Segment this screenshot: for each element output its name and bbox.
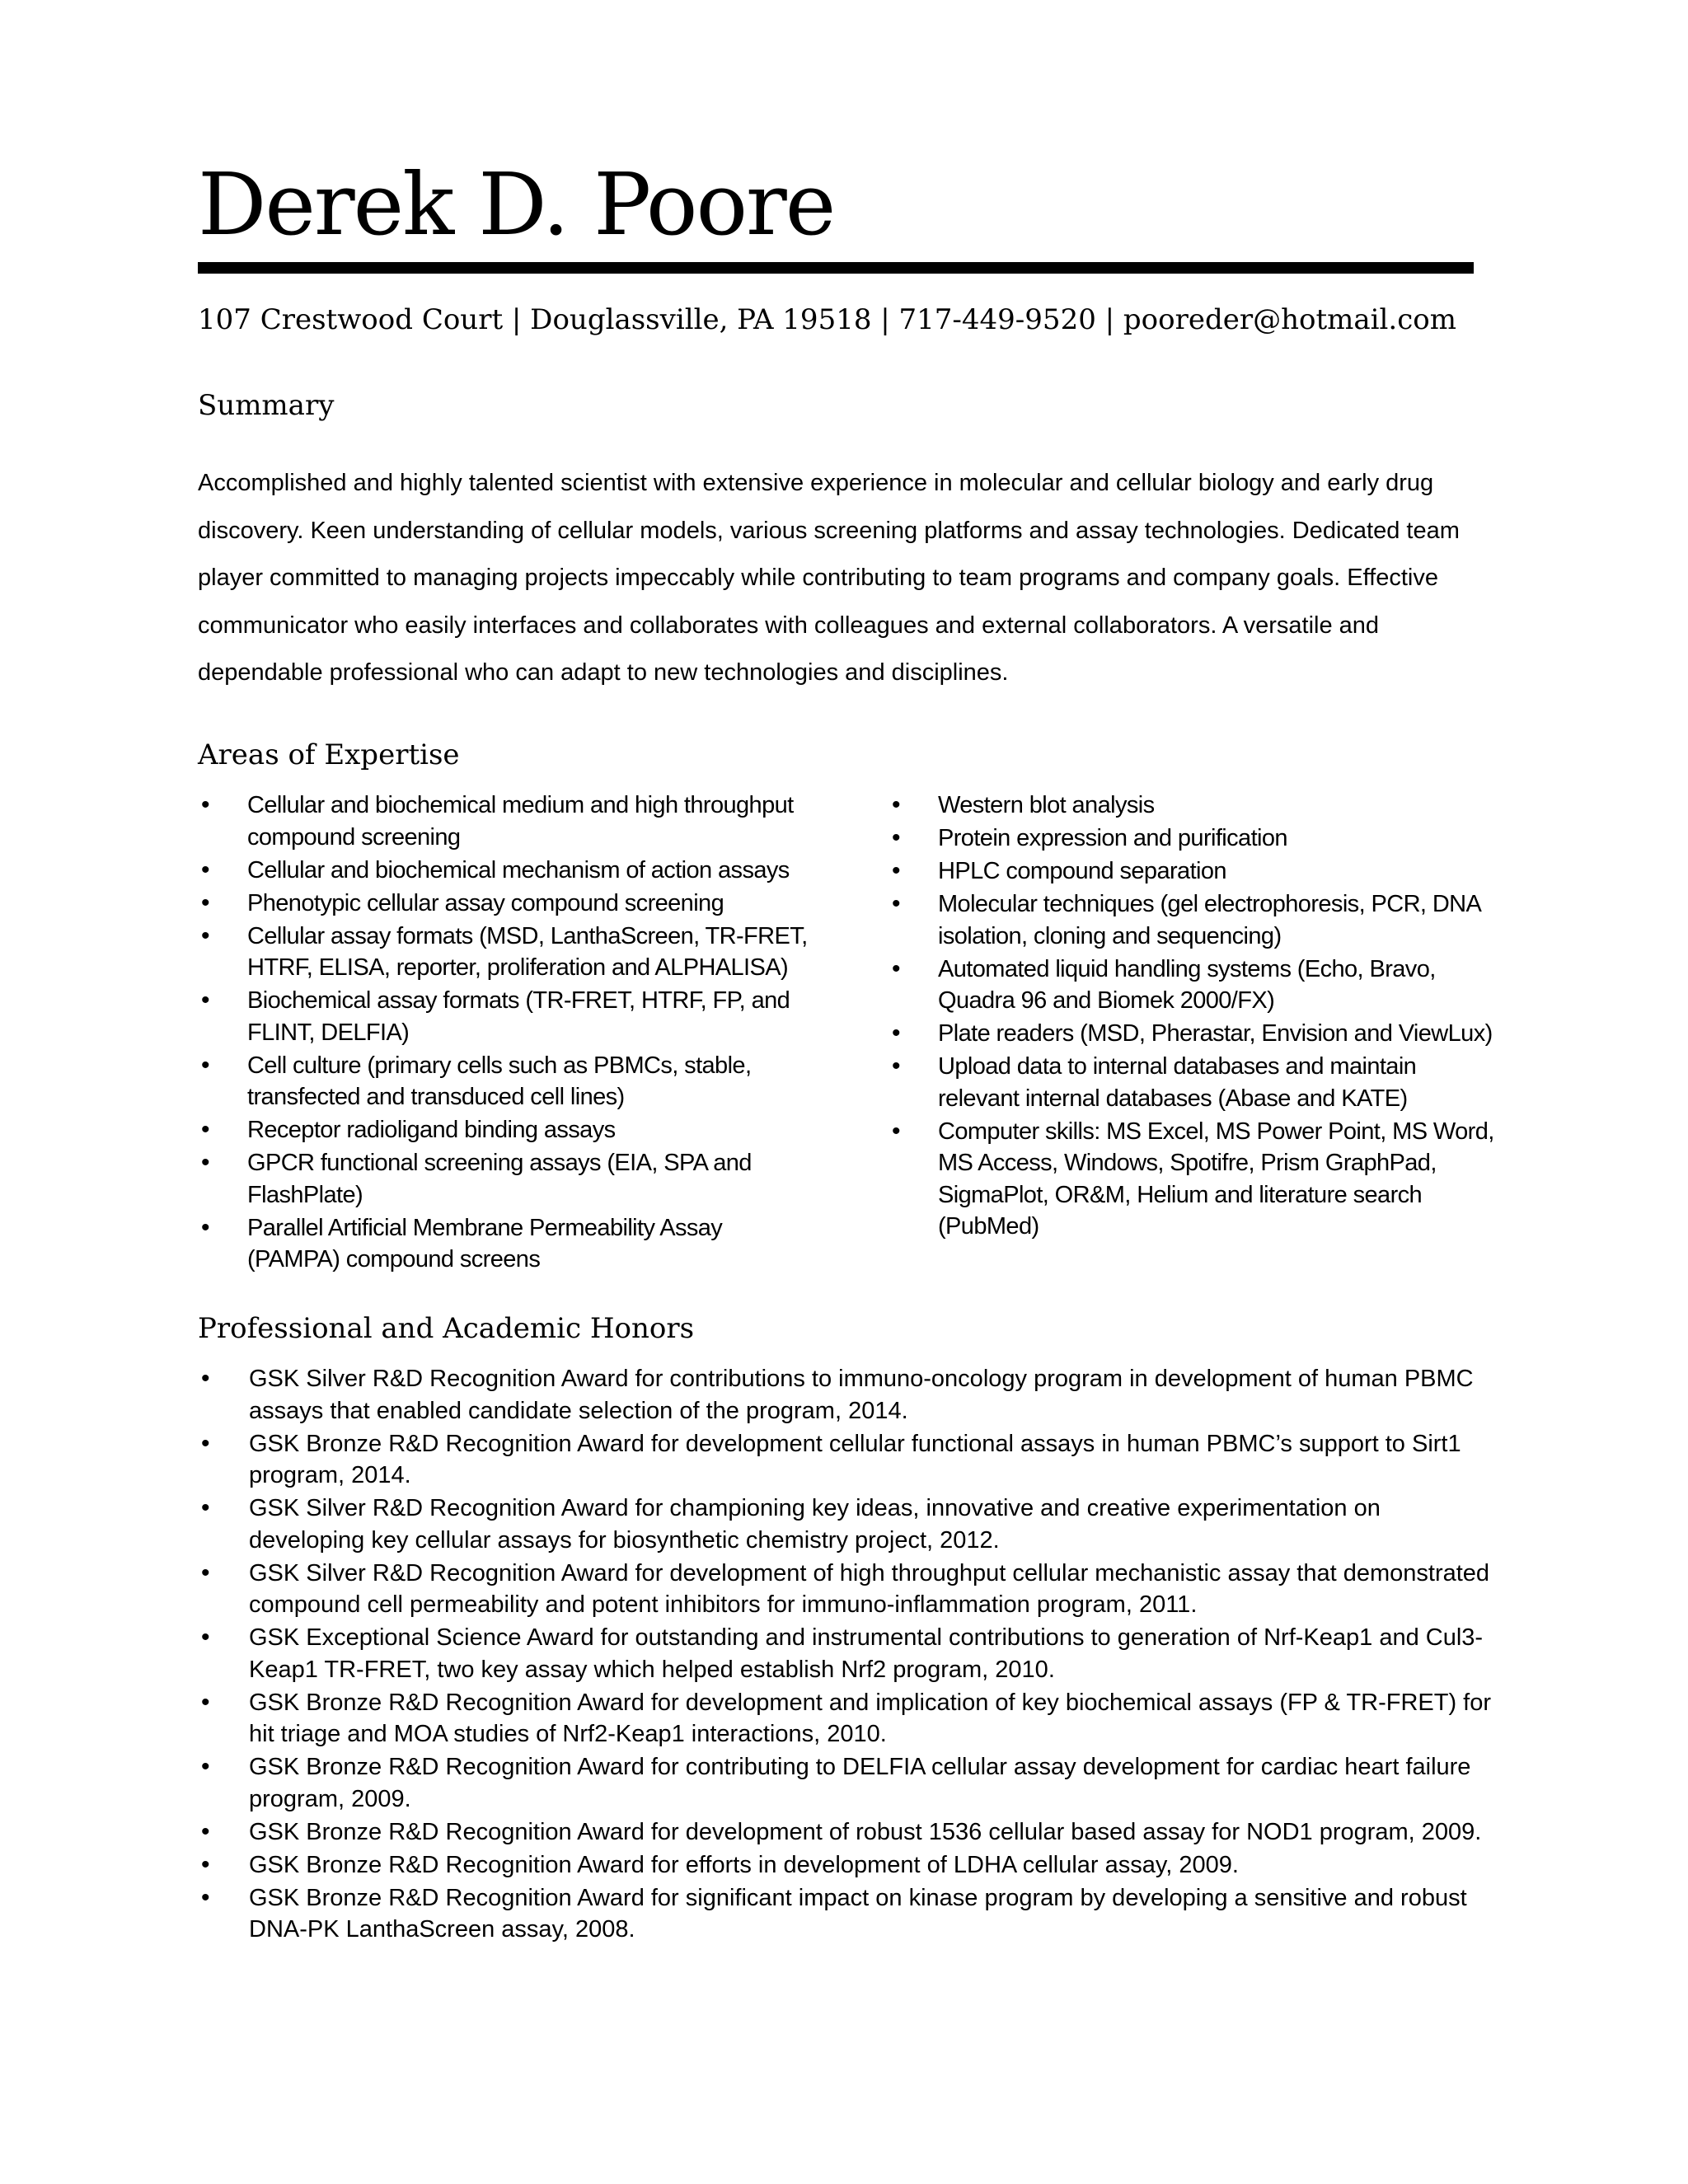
summary-heading: Summary bbox=[198, 389, 335, 422]
list-item: • GSK Bronze R&D Recognition Award for development cellular functional assays in human PBMC’s support to Sirt1 program, 2014. bbox=[198, 1428, 1500, 1492]
expertise-list-right bbox=[889, 790, 1498, 1244]
list-item: • GSK Silver R&D Recognition Award for championing key ideas, innovative and creative experimentation on developing key cellular assays for biosynthetic chemistry project, 2012. bbox=[198, 1493, 1500, 1556]
list-item: • Cellular and biochemical mechanism of action assays bbox=[198, 855, 808, 887]
list-item: • GSK Silver R&D Recognition Award for development of high throughput cellular mechanistic assay that demonstrated compound cell permeability and potent inhibitors for immuno-inflammation program, 2011. bbox=[198, 1558, 1500, 1621]
list-item: • Upload data to internal databases and maintain relevant internal databases (Abase and KATE) bbox=[889, 1051, 1498, 1114]
list-item: • Cell culture (primary cells such as PBMCs, stable, transfected and transduced cell lines) bbox=[198, 1050, 808, 1113]
list-item: • Western blot analysis bbox=[889, 790, 1498, 822]
candidate-name: Derek D. Poore bbox=[198, 154, 835, 255]
list-item: • Protein expression and purification bbox=[889, 823, 1498, 855]
honors-heading: Professional and Academic Honors bbox=[198, 1312, 695, 1345]
list-item: • Computer skills: MS Excel, MS Power Point, MS Word, MS Access, Windows, Spotifre, Prism GraphPad, SigmaPlot, OR&M, Helium and literature search (PubMed) bbox=[889, 1116, 1498, 1243]
list-item: • Molecular techniques (gel electrophoresis, PCR, DNA isolation, cloning and sequencing) bbox=[889, 888, 1498, 952]
list-item: • GSK Bronze R&D Recognition Award for efforts in development of LDHA cellular assay, 2009. bbox=[198, 1849, 1500, 1882]
list-item: • GSK Silver R&D Recognition Award for contributions to immuno-oncology program in development of human PBMC assays that enabled candidate selection of the program, 2014. bbox=[198, 1363, 1500, 1427]
list-item: • HPLC compound separation bbox=[889, 855, 1498, 888]
list-item: • GSK Bronze R&D Recognition Award for development of robust 1536 cellular based assay for NOD1 program, 2009. bbox=[198, 1816, 1500, 1849]
summary-text: Accomplished and highly talented scientist with extensive experience in molecular and cellular biology and early drug discovery. Keen understanding of cellular models, various screening platforms and assay technologies. Dedicated team player committed to managing projects impeccably while contributing to team programs and company goals. Effective communicator who easily interfaces and collaborates with colleagues and external collaborators. A versatile and dependable professional who can adapt to new technologies and disciplines. bbox=[198, 470, 1460, 686]
honors-list bbox=[198, 1363, 1500, 1947]
expertise-list-left bbox=[198, 790, 808, 1277]
list-item: • Receptor radioligand binding assays bbox=[198, 1114, 808, 1146]
list-item: • GSK Bronze R&D Recognition Award for significant impact on kinase program by developing a sensitive and robust DNA-PK LanthaScreen assay, 2008. bbox=[198, 1882, 1500, 1946]
list-item: • Cellular assay formats (MSD, LanthaScreen, TR-FRET, HTRF, ELISA, reporter, proliferation and ALPHALISA) bbox=[198, 921, 808, 984]
list-item: • Phenotypic cellular assay compound screening bbox=[198, 888, 808, 920]
list-item: • Cellular and biochemical medium and high throughput compound screening bbox=[198, 790, 808, 853]
contact-line: 107 Crestwood Court | Douglassville, PA 19518 | 717-449-9520 | pooreder@hotmail.com bbox=[198, 303, 1456, 336]
list-item: • Plate readers (MSD, Pherastar, Envision and ViewLux) bbox=[889, 1018, 1498, 1050]
list-item: • Parallel Artificial Membrane Permeability Assay (PAMPA) compound screens bbox=[198, 1212, 808, 1276]
header-divider bbox=[198, 262, 1474, 274]
list-item: • GSK Exceptional Science Award for outstanding and instrumental contributions to generation of Nrf-Keap1 and Cul3-Keap1 TR-FRET, two key assay which helped establish Nrf2 program, 2010. bbox=[198, 1622, 1500, 1685]
list-item: • Automated liquid handling systems (Echo, Bravo, Quadra 96 and Biomek 2000/FX) bbox=[889, 954, 1498, 1017]
expertise-heading: Areas of Expertise bbox=[198, 738, 460, 771]
list-item: • GSK Bronze R&D Recognition Award for development and implication of key biochemical assays (FP & TR-FRET) for hit triage and MOA studies of Nrf2-Keap1 interactions, 2010. bbox=[198, 1687, 1500, 1750]
list-item: • Biochemical assay formats (TR-FRET, HTRF, FP, and FLINT, DELFIA) bbox=[198, 985, 808, 1048]
list-item: • GSK Bronze R&D Recognition Award for contributing to DELFIA cellular assay development for cardiac heart failure program, 2009. bbox=[198, 1751, 1500, 1815]
list-item: • GPCR functional screening assays (EIA, SPA and FlashPlate) bbox=[198, 1147, 808, 1211]
